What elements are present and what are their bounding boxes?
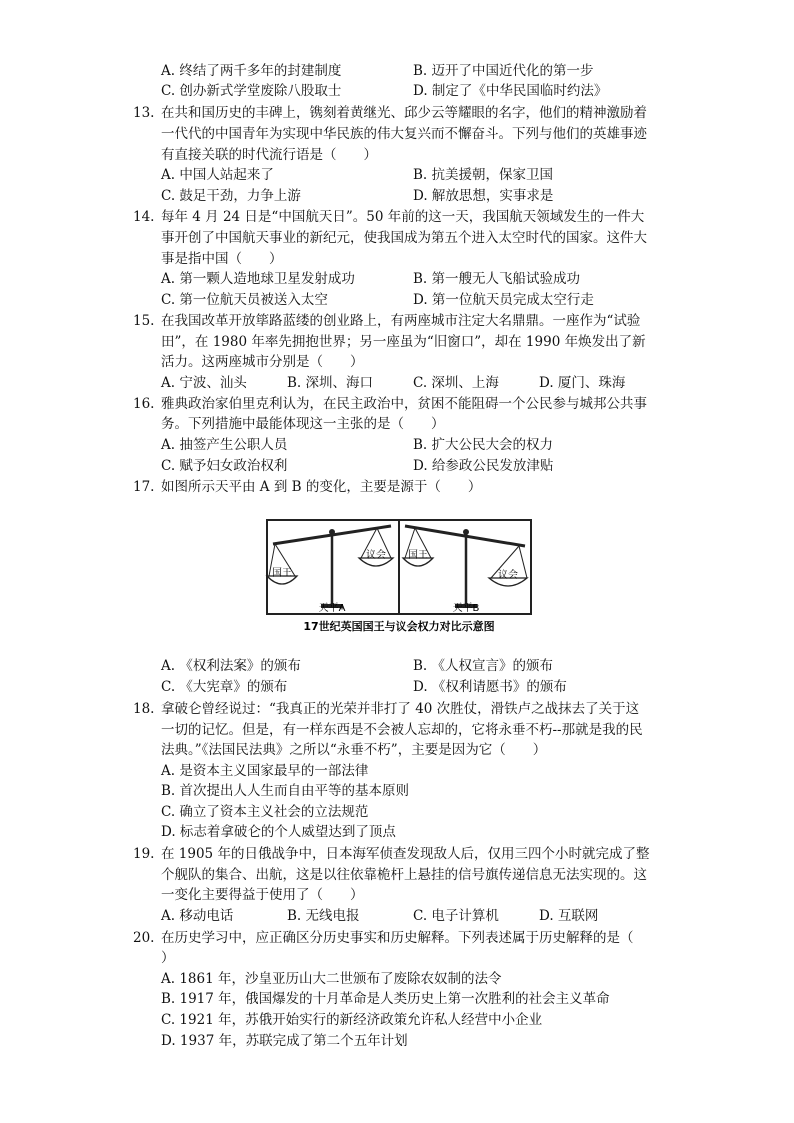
balance-illustration	[265, 518, 533, 636]
q20-stem-line: ）	[161, 950, 175, 966]
label-a-parliament: 议会	[366, 550, 386, 561]
q16-number: 16.	[133, 396, 155, 412]
q20-option-c[interactable]: C. 1921 年，苏俄开始实行的新经济政策允许私人经营中小企业	[161, 1012, 543, 1028]
label-a-king: 国王	[272, 568, 292, 579]
q19-option-a[interactable]: A. 移动电话	[161, 908, 234, 924]
q14-option-a[interactable]: A. 第一颗人造地球卫星发射成功	[161, 271, 355, 287]
q15-option-b[interactable]: B. 深圳、海口	[287, 375, 374, 391]
q18-stem-line: 一切的记忆。但是，有一样东西是不会被人忘却的，它将永垂不朽--那就是我的民	[161, 722, 643, 738]
q16-option-a[interactable]: A. 抽签产生公职人员	[161, 437, 288, 453]
q13-stem-line: 有直接关联的时代流行语是（ ）	[161, 147, 377, 163]
label-b-king: 国王	[408, 550, 428, 561]
q13-option-c[interactable]: C. 鼓足干劲，力争上游	[161, 188, 301, 204]
q13-number: 13.	[133, 105, 155, 121]
q20-stem-line: 在历史学习中，应正确区分历史事实和历史解释。下列表述属于历史解释的是（	[161, 930, 634, 946]
balance-a	[267, 526, 393, 608]
q14-stem-line: 事开创了中国航天事业的新纪元，使我国成为第五个进入太空时代的国家。这件大	[161, 230, 647, 246]
figure-caption: 17世纪英国国王与议会权力对比示意图	[303, 620, 495, 633]
q18-stem-line: 拿破仑曾经说过：“我真正的光荣并非打了 40 次胜仗，滑铁卢之战抹去了关于这	[161, 701, 640, 717]
q19-stem-line: 个舰队的集合、出航，这是以往依靠桅杆上悬挂的信号旗传递信息无法实现的。这	[161, 867, 647, 883]
q12-option-d[interactable]: D. 制定了《中华民国临时约法》	[413, 83, 608, 99]
q15-option-a[interactable]: A. 宁波、汕头	[161, 375, 247, 391]
q16-option-c[interactable]: C. 赋予妇女政治权利	[161, 458, 288, 474]
q20-option-a[interactable]: A. 1861 年，沙皇亚历山大二世颁布了废除农奴制的法令	[161, 971, 502, 987]
q19-number: 19.	[133, 846, 155, 862]
label-balance-b: 天平B	[452, 603, 480, 614]
q18-option-a[interactable]: A. 是资本主义国家最早的一部法律	[161, 763, 369, 779]
q14-number: 14.	[133, 209, 155, 225]
q13-option-d[interactable]: D. 解放思想，实事求是	[413, 188, 554, 204]
q15-number: 15.	[133, 313, 155, 329]
q16-option-d[interactable]: D. 给参政公民发放津贴	[413, 458, 554, 474]
q14-stem-line: 事是指中国（ ）	[161, 251, 283, 267]
balance-figure	[265, 518, 533, 636]
q18-stem-line: 法典。”《法国民法典》之所以“永垂不朽”，主要是因为它（ ）	[161, 742, 547, 758]
q17-option-b[interactable]: B. 《人权宣言》的颁布	[413, 658, 554, 674]
q17-option-d[interactable]: D. 《权利请愿书》的颁布	[413, 679, 567, 695]
q15-option-d[interactable]: D. 厦门、珠海	[539, 375, 626, 391]
q14-option-d[interactable]: D. 第一位航天员完成太空行走	[413, 292, 594, 308]
q13-option-a[interactable]: A. 中国人站起来了	[161, 167, 274, 183]
q14-option-b[interactable]: B. 第一艘无人飞船试验成功	[413, 271, 581, 287]
q18-option-c[interactable]: C. 确立了资本主义社会的立法规范	[161, 804, 369, 820]
q19-stem-line: 在 1905 年的日俄战争中，日本海军侦查发现敌人后，仅用三四个小时就完成了整	[161, 846, 650, 862]
q18-option-d[interactable]: D. 标志着拿破仑的个人威望达到了顶点	[161, 824, 396, 840]
q12-option-a[interactable]: A. 终结了两千多年的封建制度	[161, 63, 342, 79]
q19-option-c[interactable]: C. 电子计算机	[413, 908, 499, 924]
q16-stem-line: 雅典政治家伯里克利认为，在民主政治中，贫困不能阻碍一个公民参与城邦公共事	[161, 396, 647, 412]
q17-number: 17.	[133, 479, 155, 495]
q19-option-b[interactable]: B. 无线电报	[287, 908, 360, 924]
q16-stem-line: 务。下列措施中最能体现这一主张的是（ ）	[161, 416, 445, 432]
q12-option-b[interactable]: B. 迈开了中国近代化的第一步	[413, 63, 594, 79]
q20-option-b[interactable]: B. 1917 年，俄国爆发的十月革命是人类历史上第一次胜利的社会主义革命	[161, 991, 610, 1007]
q19-stem-line: 一变化主要得益于使用了（ ）	[161, 887, 364, 903]
q20-number: 20.	[133, 930, 155, 946]
q13-stem-line: 一代代的中国青年为实现中华民族的伟大复兴而不懈奋斗。下列与他们的英雄事迹	[161, 126, 647, 142]
q20-option-d[interactable]: D. 1937 年，苏联完成了第二个五年计划	[161, 1033, 408, 1049]
q17-option-a[interactable]: A. 《权利法案》的颁布	[161, 658, 301, 674]
label-b-parliament: 议会	[498, 570, 518, 581]
q17-stem-line: 如图所示天平由 A 到 B 的变化，主要是源于（ ）	[161, 479, 482, 495]
q15-stem-line: 田”，在 1980 年率先拥抱世界；另一座虽为“旧窗口”，却在 1990 年焕发出了新	[161, 334, 646, 350]
q13-option-b[interactable]: B. 抗美援朝，保家卫国	[413, 167, 554, 183]
q19-option-d[interactable]: D. 互联网	[539, 908, 599, 924]
q18-option-b[interactable]: B. 首次提出人人生而自由平等的基本原则	[161, 783, 410, 799]
label-balance-a: 天平A	[318, 603, 346, 614]
q16-option-b[interactable]: B. 扩大公民大会的权力	[413, 437, 554, 453]
q15-stem-line: 活力。这两座城市分别是（ ）	[161, 354, 364, 370]
q14-option-c[interactable]: C. 第一位航天员被送入太空	[161, 292, 328, 308]
q14-stem-line: 每年 4 月 24 日是“中国航天日”。50 年前的这一天，我国航天领域发生的一件大	[161, 209, 645, 225]
q15-option-c[interactable]: C. 深圳、上海	[413, 375, 499, 391]
q18-number: 18.	[133, 701, 155, 717]
q17-option-c[interactable]: C. 《大宪章》的颁布	[161, 679, 288, 695]
balance-b	[403, 526, 527, 608]
q13-stem-line: 在共和国历史的丰碑上，镌刻着黄继光、邱少云等耀眼的名字，他们的精神激励着	[161, 105, 647, 121]
q15-stem-line: 在我国改革开放筚路蓝缕的创业路上，有两座城市注定大名鼎鼎。一座作为“试验	[161, 313, 641, 329]
q12-option-c[interactable]: C. 创办新式学堂废除八股取士	[161, 83, 342, 99]
